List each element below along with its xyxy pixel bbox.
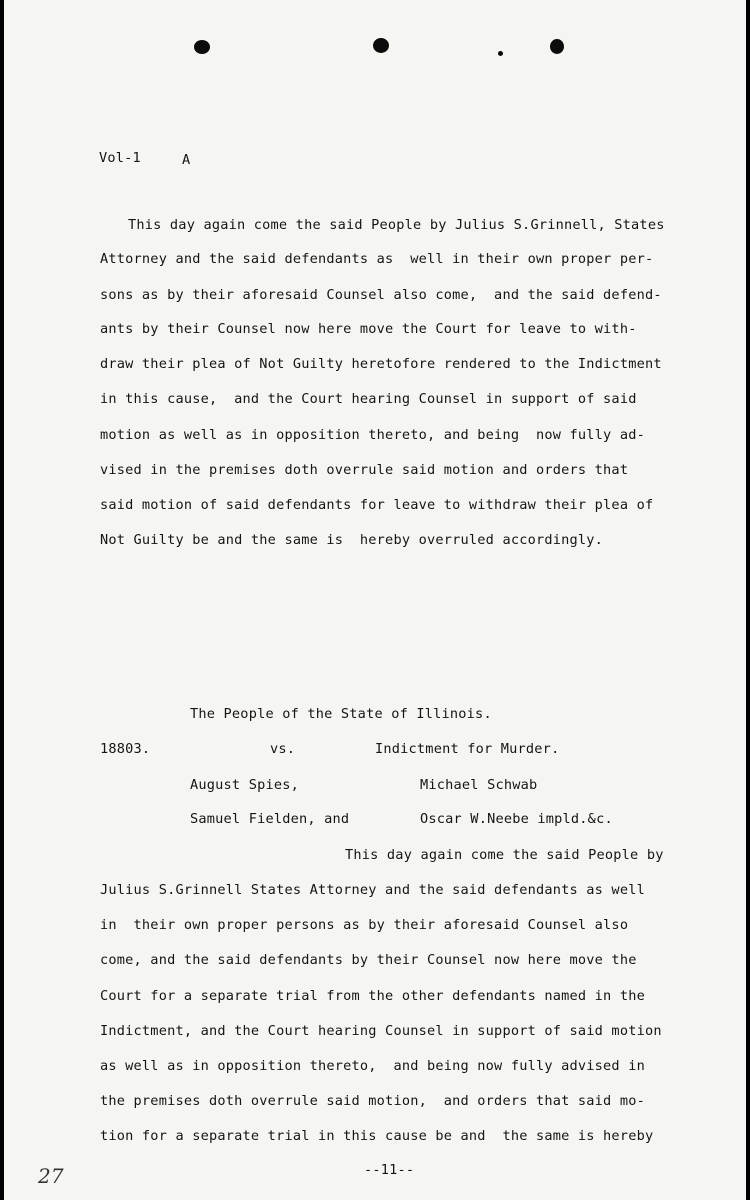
paragraph1-line: motion as well as in opposition thereto, and being now fully ad- [100,427,645,443]
paragraph1-line: Not Guilty be and the same is hereby overruled accordingly. [100,532,604,548]
paragraph1-line: This day again come the said People by Julius S.Grinnell, States [128,217,665,233]
defendant-name: Michael Schwab [420,777,538,793]
ink-dot [498,51,503,56]
paragraph1-line: sons as by their aforesaid Counsel also come, and the said defend- [100,287,662,303]
paragraph1-line: ants by their Counsel now here move the Court for leave to with- [100,321,637,337]
punch-hole-center [373,38,389,53]
paragraph1-line: vised in the premises doth overrule said motion and orders that [100,462,629,478]
paragraph2-line: Indictment, and the Court hearing Counsel in support of said motion [100,1023,662,1039]
paragraph2-line: Court for a separate trial from the other defendants named in the [100,988,645,1004]
punch-hole-left [194,40,210,54]
volume-label: Vol-1 [99,150,141,166]
paragraph2-line: Julius S.Grinnell States Attorney and the said defendants as well [100,882,645,898]
paragraph2-line: the premises doth overrule said motion, and orders that said mo- [100,1093,645,1109]
defendant-name: Samuel Fielden, and [190,811,350,827]
paragraph1-line: said motion of said defendants for leave to withdraw their plea of [100,497,654,513]
defendant-name: Oscar W.Neebe impld.&c. [420,811,613,827]
case-charge: Indictment for Murder. [375,741,560,757]
paragraph2-line: in their own proper persons as by their aforesaid Counsel also [100,917,629,933]
paragraph2-line: as well as in opposition thereto, and being now fully advised in [100,1058,645,1074]
paragraph2-line: come, and the said defendants by their Counsel now here move the [100,952,637,968]
paragraph1-line: in this cause, and the Court hearing Counsel in support of said [100,391,637,407]
paragraph2-line: This day again come the said People by [345,847,664,863]
punch-hole-right [550,39,564,54]
document-page [4,0,746,1200]
paragraph2-line: tion for a separate trial in this cause be and the same is hereby [100,1128,654,1144]
paragraph1-line: Attorney and the said defendants as well in their own proper per- [100,251,654,267]
paragraph1-line: draw their plea of Not Guilty heretofore rendered to the Indictment [100,356,662,372]
case-title: The People of the State of Illinois. [190,706,492,722]
volume-mark: A [182,152,191,168]
case-number: 18803. [100,741,151,757]
handwritten-page-number: 27 [38,1164,64,1188]
defendant-name: August Spies, [190,777,299,793]
case-vs: vs. [270,741,296,757]
page-number: --11-- [364,1162,415,1178]
